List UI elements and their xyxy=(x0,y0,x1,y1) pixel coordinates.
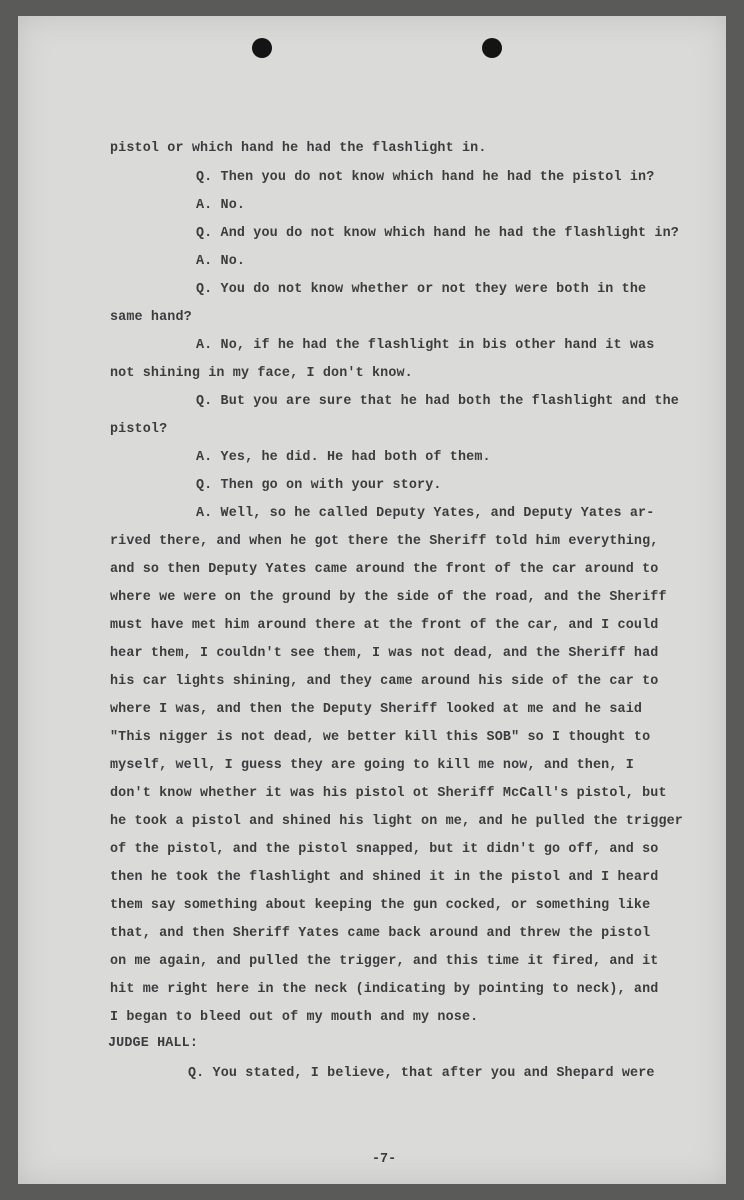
text-line: I began to bleed out of my mouth and my nose. xyxy=(110,1010,479,1025)
text-line: don't know whether it was his pistol ot Sheriff McCall's pistol, but xyxy=(110,786,667,801)
text-line: myself, well, I guess they are going to kill me now, and then, I xyxy=(110,758,634,773)
text-line: Q. Then you do not know which hand he had the pistol in? xyxy=(196,170,655,185)
text-line: A. No. xyxy=(196,198,246,213)
speaker-heading: JUDGE HALL: xyxy=(108,1036,199,1051)
text-line: pistol or which hand he had the flashlight in. xyxy=(110,141,487,156)
text-line: hit me right here in the neck (indicating by pointing to neck), and xyxy=(110,982,659,997)
text-line: "This nigger is not dead, we better kill this SOB" so I thought to xyxy=(110,730,651,745)
punch-hole-right xyxy=(482,38,502,58)
text-line: Q. Then go on with your story. xyxy=(196,478,442,493)
text-line: where I was, and then the Deputy Sheriff looked at me and he said xyxy=(110,702,643,717)
text-line: must have met him around there at the front of the car, and I could xyxy=(110,618,659,633)
text-line: his car lights shining, and they came around his side of the car to xyxy=(110,674,659,689)
text-line: where we were on the ground by the side of the road, and the Sheriff xyxy=(110,590,667,605)
text-line: A. No, if he had the flashlight in bis other hand it was xyxy=(196,338,655,353)
text-line: Q. You do not know whether or not they were both in the xyxy=(196,282,647,297)
text-line: them say something about keeping the gun cocked, or something like xyxy=(110,898,651,913)
punch-hole-left xyxy=(252,38,272,58)
text-line: pistol? xyxy=(110,422,168,437)
text-line: A. Well, so he called Deputy Yates, and Deputy Yates ar- xyxy=(196,506,655,521)
text-line: hear them, I couldn't see them, I was not dead, and the Sheriff had xyxy=(110,646,659,661)
text-line: that, and then Sheriff Yates came back around and threw the pistol xyxy=(110,926,651,941)
text-line: on me again, and pulled the trigger, and this time it fired, and it xyxy=(110,954,659,969)
text-line: Q. But you are sure that he had both the flashlight and the xyxy=(196,394,679,409)
text-line: he took a pistol and shined his light on me, and he pulled the trigger xyxy=(110,814,683,829)
text-line: not shining in my face, I don't know. xyxy=(110,366,413,381)
text-line: then he took the flashlight and shined it in the pistol and I heard xyxy=(110,870,659,885)
document-page xyxy=(18,16,726,1184)
text-line: rived there, and when he got there the Sheriff told him everything, xyxy=(110,534,659,549)
text-line: same hand? xyxy=(110,310,192,325)
text-line: and so then Deputy Yates came around the front of the car around to xyxy=(110,562,659,577)
text-line: A. Yes, he did. He had both of them. xyxy=(196,450,491,465)
page-number: -7- xyxy=(372,1152,397,1167)
text-line: Q. You stated, I believe, that after you and Shepard were xyxy=(188,1066,655,1081)
text-line: A. No. xyxy=(196,254,246,269)
text-line: of the pistol, and the pistol snapped, but it didn't go off, and so xyxy=(110,842,659,857)
text-line: Q. And you do not know which hand he had the flashlight in? xyxy=(196,226,679,241)
